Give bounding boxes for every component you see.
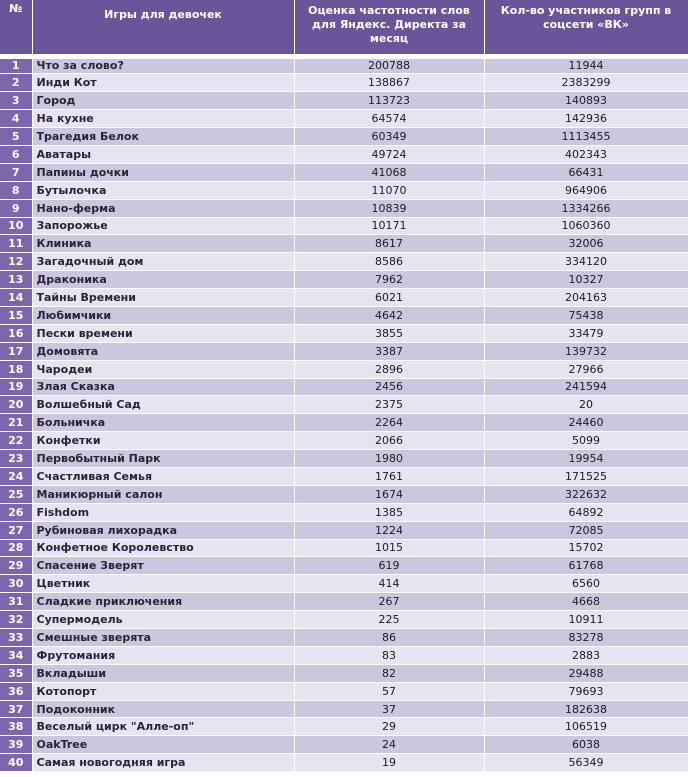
vk-members-cell: 964906 [484,181,688,199]
vk-members-cell: 10327 [484,271,688,289]
row-number: 15 [0,306,32,324]
row-number: 7 [0,163,32,181]
row-number: 39 [0,736,32,754]
header-yandex-frequency: Оценка частотности слов для Яндекс. Директа за месяц [294,0,484,56]
row-number: 20 [0,396,32,414]
table-row [0,92,688,110]
table-row [0,378,688,396]
table-row [0,432,688,450]
vk-members-cell: 10911 [484,611,688,629]
table-row [0,306,688,324]
table-row [0,521,688,539]
table-row [0,396,688,414]
yandex-frequency-cell: 3855 [294,324,484,342]
yandex-frequency-cell: 19 [294,754,484,772]
yandex-frequency-cell: 1385 [294,503,484,521]
row-number: 28 [0,539,32,557]
row-number: 12 [0,253,32,271]
game-name-cell: OakTree [32,736,294,754]
vk-members-cell: 29488 [484,664,688,682]
game-name-cell: Пески времени [32,324,294,342]
game-name-cell: Цветник [32,575,294,593]
table-row [0,646,688,664]
row-number: 3 [0,92,32,110]
yandex-frequency-cell: 267 [294,593,484,611]
header-game-name: Игры для девочек [32,0,294,56]
table-row [0,56,688,74]
yandex-frequency-cell: 2264 [294,414,484,432]
row-number: 14 [0,289,32,307]
table-row [0,128,688,146]
row-number: 24 [0,467,32,485]
row-number: 33 [0,629,32,647]
yandex-frequency-cell: 29 [294,718,484,736]
table-row [0,503,688,521]
vk-members-cell: 33479 [484,324,688,342]
yandex-frequency-cell: 82 [294,664,484,682]
vk-members-cell: 204163 [484,289,688,307]
table-row [0,682,688,700]
table-row [0,324,688,342]
game-name-cell: Fishdom [32,503,294,521]
row-number: 4 [0,110,32,128]
vk-members-cell: 79693 [484,682,688,700]
row-number: 32 [0,611,32,629]
row-number: 10 [0,217,32,235]
row-number: 16 [0,324,32,342]
game-name-cell: Клиника [32,235,294,253]
yandex-frequency-cell: 1015 [294,539,484,557]
table-row [0,664,688,682]
game-name-cell: Конфетки [32,432,294,450]
row-number: 2 [0,74,32,92]
game-name-cell: Сладкие приключения [32,593,294,611]
game-name-cell: Вкладыши [32,664,294,682]
table-row [0,74,688,92]
vk-members-cell: 20 [484,396,688,414]
row-number: 8 [0,181,32,199]
table-row [0,629,688,647]
game-name-cell: Конфетное Королевство [32,539,294,557]
game-name-cell: Папины дочки [32,163,294,181]
row-number: 40 [0,754,32,772]
vk-members-cell: 139732 [484,342,688,360]
vk-members-cell: 56349 [484,754,688,772]
vk-members-cell: 1060360 [484,217,688,235]
row-number: 31 [0,593,32,611]
yandex-frequency-cell: 49724 [294,145,484,163]
vk-members-cell: 2883 [484,646,688,664]
row-number: 38 [0,718,32,736]
row-number: 19 [0,378,32,396]
table-row [0,163,688,181]
vk-members-cell: 66431 [484,163,688,181]
vk-members-cell: 402343 [484,145,688,163]
yandex-frequency-cell: 619 [294,557,484,575]
row-number: 34 [0,646,32,664]
yandex-frequency-cell: 86 [294,629,484,647]
yandex-frequency-cell: 113723 [294,92,484,110]
table-row [0,485,688,503]
yandex-frequency-cell: 37 [294,700,484,718]
yandex-frequency-cell: 8586 [294,253,484,271]
vk-members-cell: 6038 [484,736,688,754]
vk-members-cell: 1113455 [484,128,688,146]
yandex-frequency-cell: 6021 [294,289,484,307]
game-name-cell: Нано-ферма [32,199,294,217]
yandex-frequency-cell: 64574 [294,110,484,128]
game-name-cell: Больничка [32,414,294,432]
game-name-cell: Город [32,92,294,110]
game-name-cell: Волшебный Сад [32,396,294,414]
vk-members-cell: 142936 [484,110,688,128]
yandex-frequency-cell: 41068 [294,163,484,181]
table-row [0,289,688,307]
yandex-frequency-cell: 4642 [294,306,484,324]
vk-members-cell: 334120 [484,253,688,271]
row-number: 23 [0,450,32,468]
yandex-frequency-cell: 1224 [294,521,484,539]
game-name-cell: Злая Сказка [32,378,294,396]
vk-members-cell: 182638 [484,700,688,718]
table-row [0,754,688,772]
yandex-frequency-cell: 138867 [294,74,484,92]
yandex-frequency-cell: 1674 [294,485,484,503]
game-name-cell: Спасение Зверят [32,557,294,575]
vk-members-cell: 1334266 [484,199,688,217]
vk-members-cell: 11944 [484,56,688,74]
vk-members-cell: 61768 [484,557,688,575]
table-row [0,593,688,611]
yandex-frequency-cell: 1761 [294,467,484,485]
game-name-cell: Смешные зверята [32,629,294,647]
yandex-frequency-cell: 414 [294,575,484,593]
table-row [0,539,688,557]
game-name-cell: Котопорт [32,682,294,700]
game-name-cell: Аватары [32,145,294,163]
vk-members-cell: 140893 [484,92,688,110]
row-number: 27 [0,521,32,539]
yandex-frequency-cell: 7962 [294,271,484,289]
row-number: 18 [0,360,32,378]
game-name-cell: Драконика [32,271,294,289]
header-vk-members: Кол-во участников групп в соцсети «ВК» [484,0,688,56]
row-number: 37 [0,700,32,718]
yandex-frequency-cell: 2375 [294,396,484,414]
yandex-frequency-cell: 3387 [294,342,484,360]
game-name-cell: Загадочный дом [32,253,294,271]
table-row [0,700,688,718]
game-name-cell: Запорожье [32,217,294,235]
vk-members-cell: 171525 [484,467,688,485]
vk-members-cell: 19954 [484,450,688,468]
game-name-cell: Чародеи [32,360,294,378]
game-name-cell: Трагедия Белок [32,128,294,146]
game-name-cell: Маникюрный салон [32,485,294,503]
row-number: 26 [0,503,32,521]
table-row [0,575,688,593]
table-row [0,110,688,128]
vk-members-cell: 75438 [484,306,688,324]
yandex-frequency-cell: 10839 [294,199,484,217]
game-name-cell: Рубиновая лихорадка [32,521,294,539]
yandex-frequency-cell: 11070 [294,181,484,199]
row-number: 29 [0,557,32,575]
row-number: 13 [0,271,32,289]
table-row [0,414,688,432]
table-row [0,360,688,378]
yandex-frequency-cell: 24 [294,736,484,754]
yandex-frequency-cell: 60349 [294,128,484,146]
table-row [0,450,688,468]
row-number: 9 [0,199,32,217]
row-number: 1 [0,56,32,74]
game-name-cell: На кухне [32,110,294,128]
yandex-frequency-cell: 1980 [294,450,484,468]
row-number: 35 [0,664,32,682]
vk-members-cell: 106519 [484,718,688,736]
yandex-frequency-cell: 2896 [294,360,484,378]
table-row [0,235,688,253]
yandex-frequency-cell: 200788 [294,56,484,74]
table-row [0,145,688,163]
table-row [0,342,688,360]
vk-members-cell: 64892 [484,503,688,521]
header-number: № [0,0,32,56]
row-number: 6 [0,145,32,163]
vk-members-cell: 4668 [484,593,688,611]
vk-members-cell: 241594 [484,378,688,396]
game-name-cell: Подоконник [32,700,294,718]
game-name-cell: Веселый цирк "Алле-оп" [32,718,294,736]
game-name-cell: Любимчики [32,306,294,324]
table-row [0,467,688,485]
game-name-cell: Домовята [32,342,294,360]
yandex-frequency-cell: 225 [294,611,484,629]
game-name-cell: Счастливая Семья [32,467,294,485]
row-number: 25 [0,485,32,503]
table-header-row [0,0,688,56]
game-name-cell: Фрутомания [32,646,294,664]
vk-members-cell: 24460 [484,414,688,432]
table-row [0,271,688,289]
table-row [0,557,688,575]
game-name-cell: Первобытный Парк [32,450,294,468]
row-number: 17 [0,342,32,360]
vk-members-cell: 83278 [484,629,688,647]
vk-members-cell: 32006 [484,235,688,253]
game-name-cell: Самая новогодняя игра [32,754,294,772]
row-number: 36 [0,682,32,700]
vk-members-cell: 322632 [484,485,688,503]
table-row [0,736,688,754]
table-row [0,217,688,235]
table-row [0,181,688,199]
game-name-cell: Инди Кот [32,74,294,92]
table-row [0,253,688,271]
row-number: 11 [0,235,32,253]
yandex-frequency-cell: 8617 [294,235,484,253]
vk-members-cell: 6560 [484,575,688,593]
table-row [0,611,688,629]
vk-members-cell: 5099 [484,432,688,450]
table-row [0,199,688,217]
game-name-cell: Бутылочка [32,181,294,199]
game-name-cell: Что за слово? [32,56,294,74]
yandex-frequency-cell: 83 [294,646,484,664]
row-number: 22 [0,432,32,450]
row-number: 5 [0,128,32,146]
row-number: 21 [0,414,32,432]
yandex-frequency-cell: 2456 [294,378,484,396]
game-name-cell: Супермодель [32,611,294,629]
vk-members-cell: 72085 [484,521,688,539]
vk-members-cell: 15702 [484,539,688,557]
row-number: 30 [0,575,32,593]
vk-members-cell: 27966 [484,360,688,378]
table-row [0,718,688,736]
game-name-cell: Тайны Времени [32,289,294,307]
vk-members-cell: 2383299 [484,74,688,92]
table-body [0,56,688,772]
yandex-frequency-cell: 10171 [294,217,484,235]
yandex-frequency-cell: 57 [294,682,484,700]
yandex-frequency-cell: 2066 [294,432,484,450]
